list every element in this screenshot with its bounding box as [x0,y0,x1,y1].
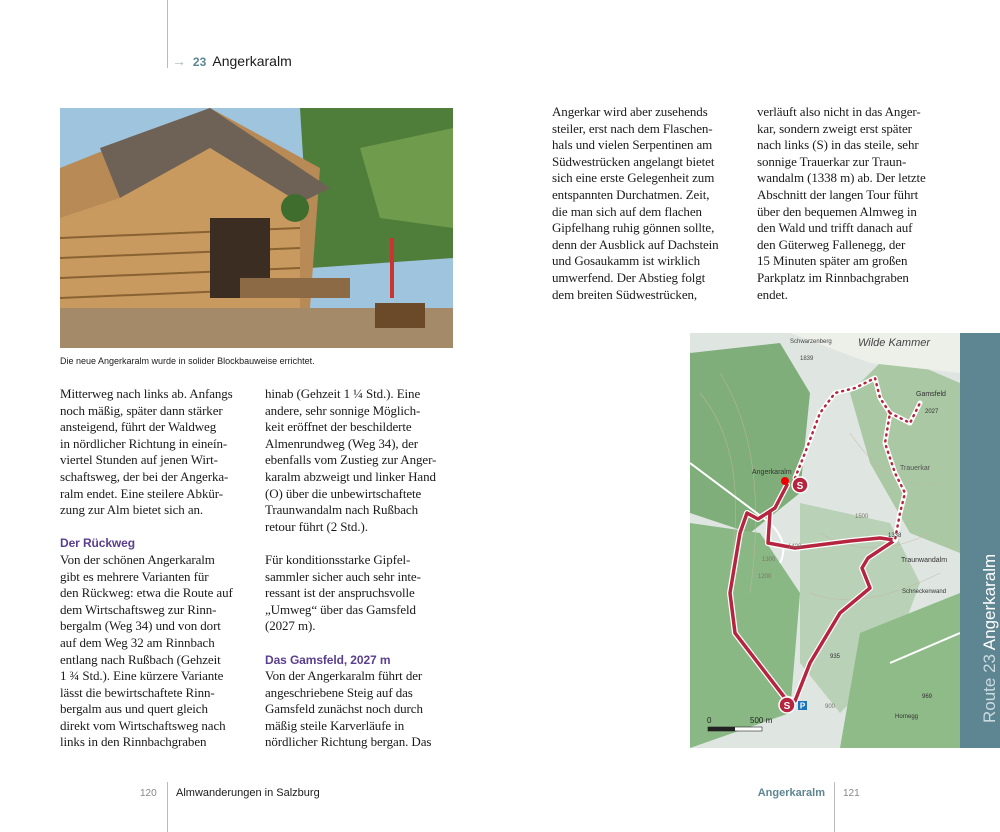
arrow-icon: → [172,53,186,69]
paragraph-gap [265,635,465,652]
svg-text:1300: 1300 [762,557,776,563]
text-line: Von der schönen Angerkaralm [60,551,215,567]
text-line: und Gosaukamm ist wirklich [552,253,700,269]
left-column-2 [265,386,465,751]
text-line: ralm endet. Eine steilere Abkür- [60,485,223,501]
text-line: Abschnitt der langen Tour führt [757,186,919,202]
svg-text:Hornegg: Hornegg [895,714,919,720]
text-line: Parkplatz im Rinnbachgraben [757,269,909,285]
text-line: umwerfend. Der Abstieg folgt [552,269,706,285]
svg-text:Schwarzenberg: Schwarzenberg [790,339,832,345]
text-line: karalm abzweigt und linker Hand [265,468,436,484]
page-number-right: 121 [843,788,860,799]
text-line: endet. [757,286,788,302]
text-line: lässt die bewirtschaftete Rinn- [60,684,215,700]
text-line: Mitterweg nach links ab. Anfangs [60,386,233,401]
start-marker-bottom [779,697,795,713]
text-line: sonnige Trauerkar zur Traun- [757,153,907,169]
text-line: bergalm (Weg 34) und von dort [60,618,221,634]
paragraph-gap [60,519,260,536]
footer-chapter-title: Angerkaralm [757,787,825,799]
text-line: direkt vom Wirtschaftsweg nach [60,717,226,733]
text-line: bergalm aus und quert gleich [60,701,208,717]
text-line: ressant ist der anspruchsvolle [265,585,415,601]
text-line: den Güterweg Fallenegg, der [757,236,906,252]
svg-text:500 m: 500 m [750,716,773,725]
right-column-2 [757,104,957,303]
svg-text:Trauerkar: Trauerkar [900,465,931,472]
photo-caption: Die neue Angerkaralm wurde in solider Blockbauweise errichtet. [60,356,315,366]
text-line: noch mäßig, später dann stärker [60,402,223,418]
text-line: den Wald und trifft danach auf [757,220,913,236]
text-line: dem Wirtschaftsweg zur Rinn- [60,601,217,617]
text-line: Von der Angerkaralm führt der [265,668,423,684]
svg-text:2027: 2027 [925,409,939,415]
text-line: wandalm (1338 m) ab. Der letzte [757,170,926,186]
text-line: die man sich auf dem flachen [552,203,702,219]
svg-text:1500: 1500 [855,514,869,520]
svg-text:Traunwandalm: Traunwandalm [901,557,948,564]
svg-text:0: 0 [707,716,712,725]
left-column-1 [60,386,260,751]
book-title: Almwanderungen in Salzburg [176,787,320,799]
svg-text:S: S [783,701,791,712]
text-line: „Umweg“ über das Gamsfeld [265,601,416,617]
svg-text:935: 935 [830,654,841,660]
text-line: sammler sicher auch sehr inte- [265,568,421,584]
route-map [690,333,960,748]
route-title: Angerkaralm [212,53,292,69]
text-line: retour führt (2 Std.). [265,518,368,534]
text-line: nach links (S) in das steile, sehr [757,137,919,153]
text-line: nördlicher Richtung bergan. Das [265,734,432,750]
parking-icon [798,701,807,711]
text-line: Almenrundweg (Weg 34), der [265,435,419,451]
running-header [172,53,292,69]
text-line: keit eröffnet der beschilderte [265,419,412,435]
svg-text:Gamsfeld: Gamsfeld [916,391,946,398]
text-line: links in den Rinnbachgraben [60,734,207,750]
section-heading: Der Rückweg [60,536,135,551]
text-line: 15 Minuten später am großen [757,253,908,269]
text-line: ebenfalls vom Zustieg zur Anger- [265,452,437,468]
text-line: (O) über die unbewirtschaftete [265,485,422,501]
band-title: Angerkaralm [980,553,999,651]
text-line: in nördlicher Richtung in eineín- [60,435,228,451]
band-route-label: Route 23 [980,654,999,723]
text-line: Gamsfeld zunächst noch durch [265,701,423,717]
text-line: kar, sondern zweigt erst später [757,120,912,136]
text-line: mäßig steile Karverläufe in [265,717,405,733]
text-line: steiler, erst nach dem Flaschen- [552,120,713,136]
map-label-wilde-kammer: Wilde Kammer [858,337,931,349]
footer-rule-right [834,782,835,832]
text-line: (2027 m). [265,618,316,634]
text-line: auf dem Weg 32 am Rinnbach [60,634,215,650]
text-line: den Rückweg: etwa die Route auf [60,585,233,601]
text-line: entlang nach Rußbach (Gehzeit [60,651,221,667]
svg-text:P: P [799,701,806,711]
text-line: hals und vielen Serpentinen am [552,137,713,153]
header-rule [167,0,168,68]
text-line: Für konditionsstarke Gipfel- [265,551,411,567]
text-line: denn der Ausblick auf Dachstein [552,236,719,252]
svg-text:900: 900 [825,704,836,710]
svg-text:1839: 1839 [800,356,814,362]
svg-text:Schneckenwand: Schneckenwand [902,589,947,595]
text-line: andere, sehr sonnige Möglich- [265,402,421,418]
hut-icon [781,477,789,485]
text-line: 1 ¾ Std.). Eine kürzere Variante [60,668,224,684]
svg-text:S: S [796,481,804,492]
text-line: sich eine erste Gelegenheit zum [552,170,715,186]
text-line: verläuft also nicht in das Anger- [757,104,921,119]
footer-rule-left [167,782,168,832]
text-line: entspannten Durchatmen. Zeit, [552,186,710,202]
paragraph-gap [265,535,465,552]
section-heading: Das Gamsfeld, 2027 m [265,652,391,667]
svg-text:1400: 1400 [788,544,802,550]
text-line: angeschriebene Steig auf das [265,684,413,700]
start-marker-top [792,477,808,493]
svg-text:969: 969 [922,694,933,700]
text-line: Gipfelhang ruhig gönnen sollte, [552,220,715,236]
text-line: schaftsweg, der bei der Angerka- [60,468,229,484]
text-line: viertel Stunden auf jenen Wirt- [60,452,218,468]
text-line: Angerkar wird aber zusehends [552,104,708,119]
svg-text:1338: 1338 [888,533,902,539]
route-number: 23 [192,55,207,69]
text-line: über den bequemen Almweg in [757,203,917,219]
map-label-angerkaralm: Angerkaralm [752,469,792,476]
hut-photo [60,108,453,348]
text-line: Traunwandalm nach Rußbach [265,502,418,518]
text-line: hinab (Gehzeit 1 ¼ Std.). Eine [265,386,421,401]
route-band [960,333,1000,748]
right-column-1 [552,104,752,303]
svg-text:1200: 1200 [758,574,772,580]
text-line: ansteigend, führt der Waldweg [60,419,217,435]
text-line: zung zur Alm bietet sich an. [60,502,204,518]
text-line: gibt es mehrere Varianten für [60,568,209,584]
page-number-left: 120 [140,788,157,799]
text-line: Südwestrücken angelangt bietet [552,153,715,169]
text-line: dem breiten Südwestrücken, [552,286,698,302]
